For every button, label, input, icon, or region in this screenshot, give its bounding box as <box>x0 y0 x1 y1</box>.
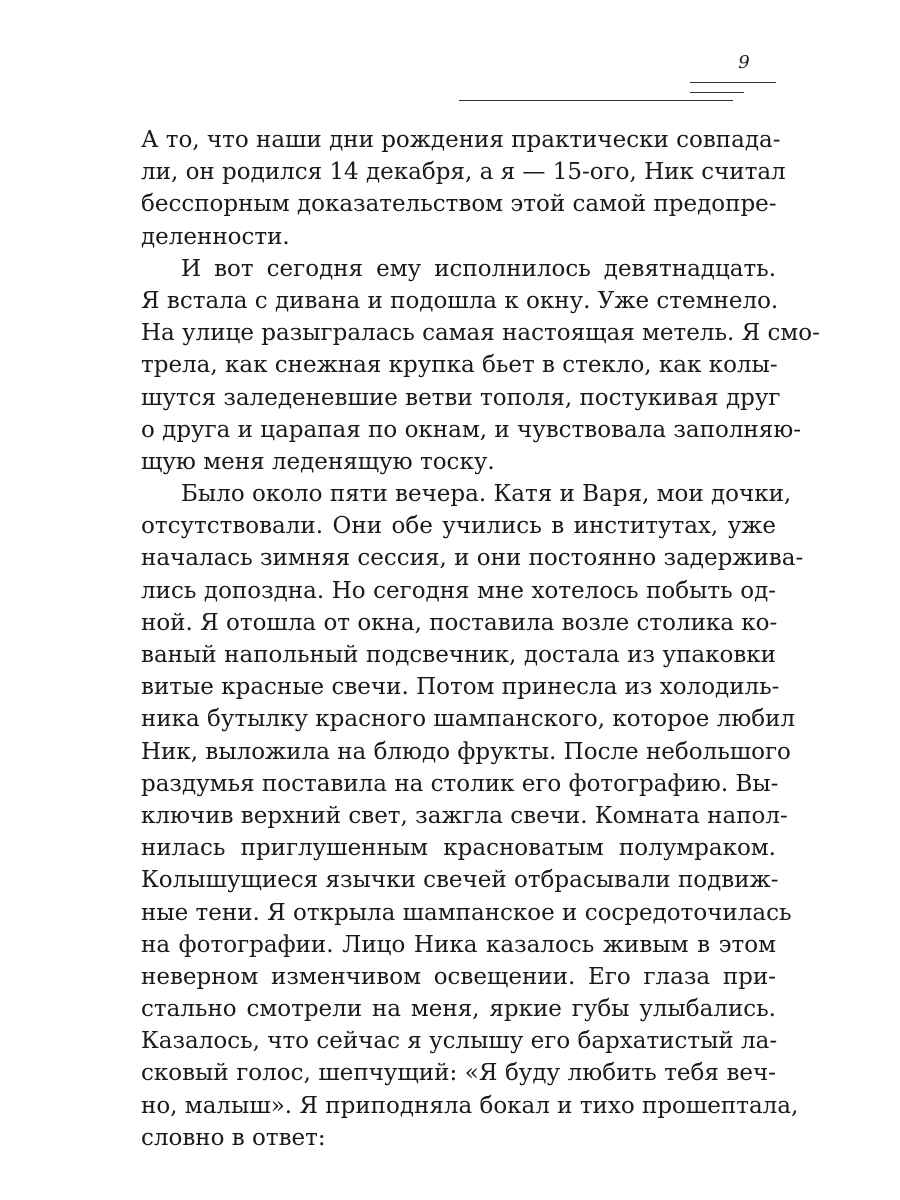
text-line: ключив верхний свет, зажгла свечи. Комната напол- <box>141 802 788 829</box>
body-text <box>141 124 820 1154</box>
text-line: словно в ответ: <box>141 1124 326 1151</box>
text-line: Колышущиеся язычки свечей отбрасывали подвиж- <box>141 867 779 894</box>
header-rule-top <box>690 82 776 83</box>
text-line: стально смотрели на меня, яркие губы улыбались. <box>141 996 776 1023</box>
text-line: неверном изменчивом освещении. Его глаза при- <box>141 963 776 990</box>
text-line: нилась приглушенным красноватым полумраком. <box>141 835 776 862</box>
text-line: витые красные свечи. Потом принесла из холодиль- <box>141 674 780 701</box>
text-line: На улице разыгралась самая настоящая метель. Я смо- <box>141 320 820 347</box>
text-line: ника бутылку красного шампанского, которое любил <box>141 706 796 733</box>
header-rule-middle <box>690 92 744 93</box>
text-line: бесспорным доказательством этой самой предопре- <box>141 191 777 218</box>
text-line: Я встала с дивана и подошла к окну. Уже стемнело. <box>141 287 779 314</box>
text-line: Ник, выложила на блюдо фрукты. После небольшого <box>141 738 791 765</box>
paragraph-2 <box>141 253 820 478</box>
text-line: И вот сегодня ему исполнилось девятнадцать. <box>181 255 776 282</box>
text-line: Было около пяти вечера. Катя и Варя, мои дочки, <box>181 481 792 508</box>
text-line: лись допоздна. Но сегодня мне хотелось побыть од- <box>141 577 776 604</box>
text-line: ли, он родился 14 декабря, а я — 15-ого, Ник считал <box>141 159 786 186</box>
text-line: А то, что наши дни рождения практически совпада- <box>141 127 781 153</box>
text-line: но, малыш». Я приподняла бокал и тихо прошептала, <box>141 1092 799 1119</box>
text-line: ваный напольный подсвечник, достала из упаковки <box>141 642 776 668</box>
text-line: отсутствовали. Они обе учились в институтах, уже <box>141 513 776 540</box>
text-line: сковый голос, шепчущий: «Я буду любить тебя веч- <box>141 1060 776 1087</box>
paragraph-3 <box>141 478 804 1154</box>
text-line: трела, как снежная крупка бьет в стекло, как колы- <box>141 352 778 379</box>
text-line: о друга и царапая по окнам, и чувствовала заполняю- <box>141 416 802 443</box>
text-line: раздумья поставила на столик его фотографию. Вы- <box>141 770 779 797</box>
text-line: щую меня леденящую тоску. <box>141 448 495 475</box>
text-line: началась зимняя сессия, и они постоянно задержива- <box>141 545 804 572</box>
header-rule-long <box>459 100 733 101</box>
paragraph-1 <box>141 124 786 253</box>
page-number: 9 <box>738 52 750 73</box>
text-line: Казалось, что сейчас я услышу его бархатистый ла- <box>141 1028 778 1055</box>
text-line: ные тени. Я открыла шампанское и сосредоточилась <box>141 899 792 926</box>
text-line: деленности. <box>141 223 290 250</box>
page-header <box>0 0 900 110</box>
text-line: шутся заледеневшие ветви тополя, постукивая друг <box>141 384 781 411</box>
text-line: ной. Я отошла от окна, поставила возле столика ко- <box>141 609 778 636</box>
text-line: на фотографии. Лицо Ника казалось живым в этом <box>141 931 776 958</box>
